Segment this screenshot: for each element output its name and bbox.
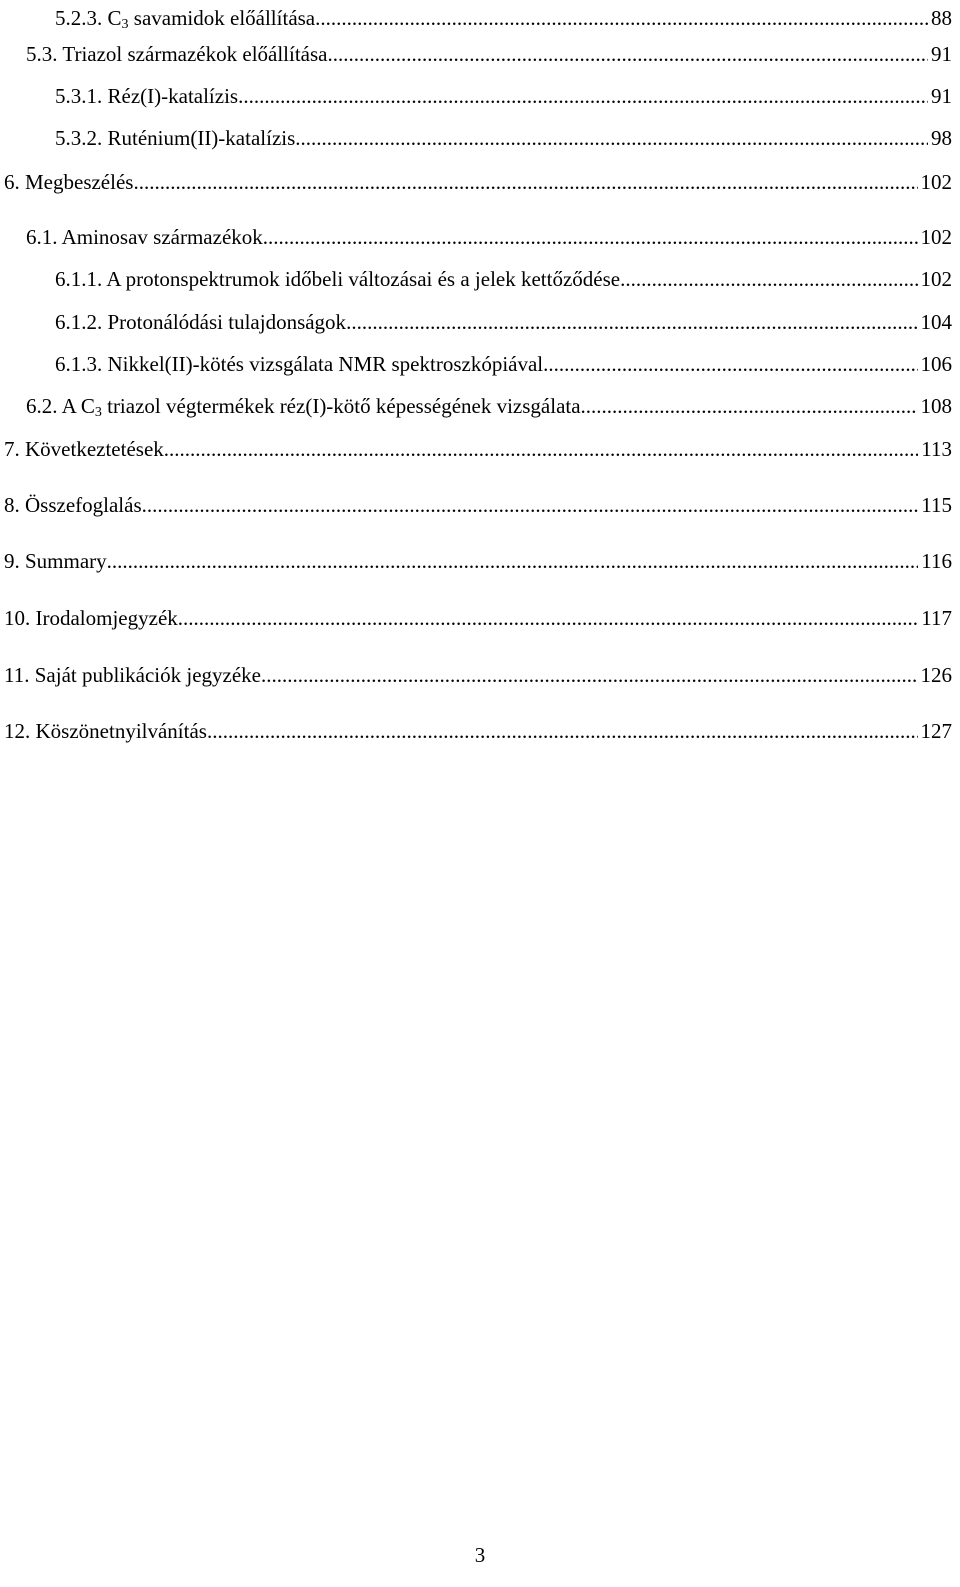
toc-entry[interactable] bbox=[4, 716, 952, 746]
toc-entry-number: 6. bbox=[4, 170, 20, 194]
toc-entry[interactable] bbox=[55, 3, 952, 33]
toc-entry-title-text: Irodalomjegyzék bbox=[30, 606, 178, 630]
toc-entry-title bbox=[26, 391, 581, 421]
toc-entry[interactable] bbox=[4, 546, 952, 576]
toc-entry-title bbox=[4, 490, 142, 520]
toc-entry-page: 98 bbox=[931, 126, 952, 150]
dot-leader bbox=[295, 123, 928, 153]
toc-entry-title-text: Összefoglalás bbox=[19, 493, 142, 517]
toc-entry-title-text-rest: savamidok előállítása bbox=[128, 6, 316, 30]
toc-entry-title bbox=[4, 603, 178, 633]
toc-entry-title bbox=[55, 123, 295, 153]
toc-entry-number: 6.2. bbox=[26, 394, 58, 418]
subscript: 3 bbox=[121, 17, 129, 32]
toc-entry[interactable] bbox=[4, 660, 952, 690]
toc-entry-number: 5.3. bbox=[26, 42, 58, 66]
toc-entry-page: 116 bbox=[921, 549, 952, 573]
toc-entry-title-text-rest: triazol végtermékek réz(I)-kötő képességének vizsgálata bbox=[101, 394, 581, 418]
toc-entry[interactable] bbox=[26, 391, 952, 421]
toc-entry-page: 117 bbox=[921, 606, 952, 630]
toc-entry-title bbox=[4, 716, 207, 746]
toc-entry-number: 6.1.1. bbox=[55, 267, 103, 291]
toc-entry-page: 127 bbox=[920, 719, 952, 743]
toc-entry-page: 104 bbox=[920, 310, 952, 334]
toc-entry-page: 88 bbox=[931, 6, 952, 30]
toc-entry-title bbox=[26, 39, 328, 69]
toc-entry-page: 115 bbox=[921, 493, 952, 517]
toc-entry-title bbox=[4, 660, 261, 690]
toc-entry-page: 102 bbox=[920, 267, 952, 291]
toc-entry-title-text: Aminosav származékok bbox=[57, 225, 263, 249]
dot-leader bbox=[261, 660, 918, 690]
toc-entry-number: 7. bbox=[4, 437, 20, 461]
toc-entry[interactable] bbox=[4, 434, 952, 464]
toc-entry-number: 12. bbox=[4, 719, 31, 743]
toc-entry-page: 91 bbox=[931, 42, 952, 66]
toc-entry-title-text: Köszönetnyilvánítás bbox=[30, 719, 207, 743]
toc-entry[interactable] bbox=[4, 490, 952, 520]
dot-leader bbox=[581, 391, 918, 421]
toc-entry[interactable] bbox=[26, 39, 952, 69]
dot-leader bbox=[620, 264, 917, 294]
dot-leader bbox=[164, 434, 918, 464]
dot-leader bbox=[328, 39, 929, 69]
toc-entry-number: 6.1.3. bbox=[55, 352, 103, 376]
toc-entry-page: 113 bbox=[921, 437, 952, 461]
toc-entry-title-text: Réz(I)-katalízis bbox=[102, 84, 239, 108]
toc-entry-page: 106 bbox=[920, 352, 952, 376]
dot-leader bbox=[142, 490, 919, 520]
toc-entry-title bbox=[4, 434, 164, 464]
toc-entry-title bbox=[26, 222, 263, 252]
toc-entry-page: 102 bbox=[920, 225, 952, 249]
toc-entry-title-text: Nikkel(II)-kötés vizsgálata NMR spektroszkópiával bbox=[102, 352, 544, 376]
toc-entry-title bbox=[55, 3, 315, 33]
toc-entry-title-text: Protonálódási tulajdonságok bbox=[102, 310, 347, 334]
toc-entry-number: 10. bbox=[4, 606, 31, 630]
toc-entry[interactable] bbox=[26, 222, 952, 252]
dot-leader bbox=[178, 603, 918, 633]
toc-entry-title-text: Megbeszélés bbox=[19, 170, 134, 194]
toc-entry-page: 91 bbox=[931, 84, 952, 108]
dot-leader bbox=[207, 716, 918, 746]
toc-entry[interactable] bbox=[4, 603, 952, 633]
dot-leader bbox=[346, 307, 917, 337]
toc-entry-title bbox=[55, 349, 543, 379]
toc-entry-title-text: A C bbox=[57, 394, 95, 418]
dot-leader bbox=[107, 546, 919, 576]
toc-entry[interactable] bbox=[55, 123, 952, 153]
dot-leader bbox=[133, 167, 917, 197]
toc-entry-title-text: Triazol származékok előállítása bbox=[57, 42, 328, 66]
dot-leader bbox=[315, 3, 928, 33]
toc-entry-title-text: Következtetések bbox=[19, 437, 164, 461]
toc-entry-number: 6.1.2. bbox=[55, 310, 103, 334]
page-number: 3 bbox=[474, 1543, 486, 1567]
toc-entry-title-text: Ruténium(II)-katalízis bbox=[102, 126, 296, 150]
toc-entry[interactable] bbox=[55, 307, 952, 337]
toc-entry-number: 9. bbox=[4, 549, 20, 573]
toc-entry-number: 6.1. bbox=[26, 225, 58, 249]
toc-entry-page: 108 bbox=[920, 394, 952, 418]
toc-entry[interactable] bbox=[55, 81, 952, 111]
toc-entry-number: 5.2.3. bbox=[55, 6, 103, 30]
toc-entry-number: 8. bbox=[4, 493, 20, 517]
toc-entry-title bbox=[4, 546, 107, 576]
toc-entry-number: 11. bbox=[4, 663, 30, 687]
toc-entry-page: 102 bbox=[920, 170, 952, 194]
toc-entry[interactable] bbox=[4, 167, 952, 197]
dot-leader bbox=[263, 222, 918, 252]
toc-entry-title bbox=[55, 81, 238, 111]
toc-entry-title-text: Saját publikációk jegyzéke bbox=[29, 663, 261, 687]
toc-entry-title-text: A protonspektrumok időbeli változásai és a jelek kettőződése bbox=[102, 267, 621, 291]
toc-entry-number: 5.3.2. bbox=[55, 126, 103, 150]
toc-entry-title bbox=[55, 264, 620, 294]
toc-entry-number: 5.3.1. bbox=[55, 84, 103, 108]
toc-entry-title bbox=[55, 307, 346, 337]
toc-entry-title-text: Summary bbox=[19, 549, 107, 573]
toc-entry-title bbox=[4, 167, 133, 197]
subscript: 3 bbox=[94, 405, 102, 420]
dot-leader bbox=[543, 349, 917, 379]
toc-entry-page: 126 bbox=[920, 663, 952, 687]
toc-entry-title-text: C bbox=[102, 6, 122, 30]
dot-leader bbox=[238, 81, 928, 111]
toc-entry[interactable] bbox=[55, 349, 952, 379]
toc-entry[interactable] bbox=[55, 264, 952, 294]
